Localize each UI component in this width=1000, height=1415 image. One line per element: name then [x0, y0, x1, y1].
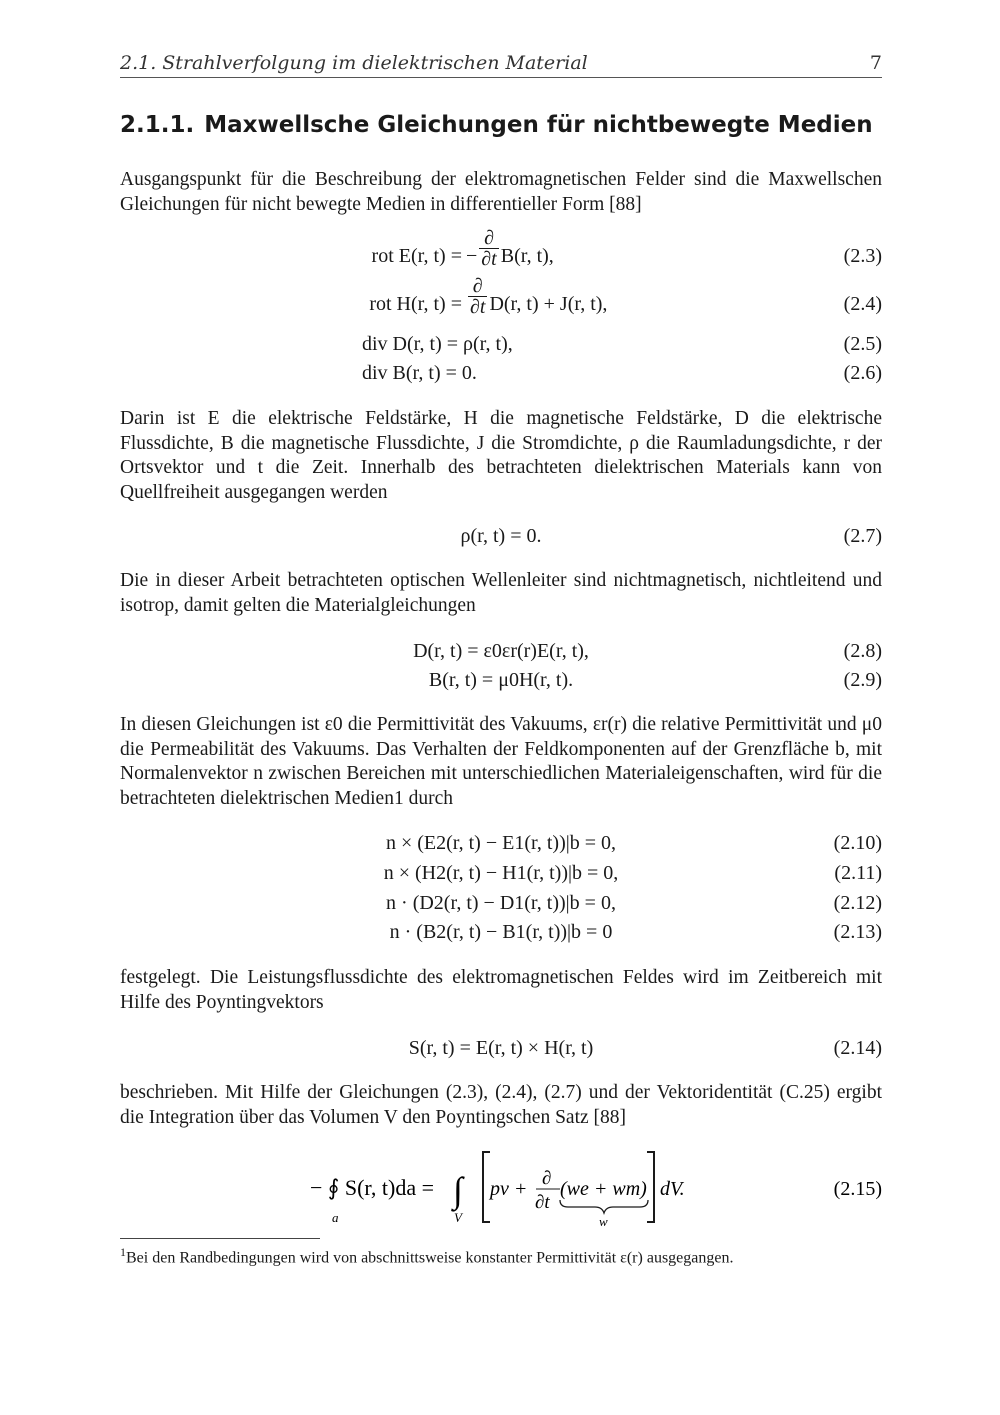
equation-rhs-wrap: $\frac{\partial}{\partial t}$ D(r, t) + J(r, t), — [470, 274, 608, 318]
partial-numerator: ∂ — [542, 1168, 552, 1189]
equation-number: (2.5) — [843, 333, 882, 355]
equation-number: (2.14) — [833, 1037, 882, 1059]
section-number: 2.1.1. — [120, 112, 195, 138]
equation-rhs-wrap: − $\frac{\partial}{\partial t}$ B(r, t), — [466, 226, 554, 270]
volume-element: dV. — [660, 1178, 685, 1200]
left-bracket — [483, 1152, 490, 1222]
underbrace — [560, 1200, 648, 1213]
equation-text: n × (H2(r, t) − H1(r, t))|b = 0, — [383, 862, 619, 884]
underbrace-label: w — [599, 1214, 608, 1229]
equation-2-14 — [120, 1037, 882, 1067]
right-bracket — [647, 1152, 654, 1222]
equation-lhs: − ∮ S(r, t)da = — [310, 1175, 434, 1200]
equation-number: (2.13) — [833, 921, 882, 943]
contour-subscript: a — [332, 1210, 339, 1225]
footnote-rule — [120, 1238, 320, 1239]
equation-number: (2.10) — [833, 832, 882, 854]
equation-number: (2.4) — [843, 293, 882, 315]
equation-2-9 — [120, 669, 882, 699]
equation-text: n × (E2(r, t) − E1(r, t))|b = 0, — [385, 832, 617, 854]
equation-number: (2.7) — [843, 525, 882, 547]
footnote-mark: 1 — [120, 1245, 126, 1259]
equation-rhs: B(r, t), — [500, 245, 554, 267]
equation-text: ρ(r, t) = 0. — [460, 525, 542, 547]
equation-number: (2.3) — [843, 245, 882, 267]
footnote — [120, 1242, 882, 1268]
equation-number: (2.9) — [843, 669, 882, 691]
equation-number: (2.6) — [843, 362, 882, 384]
equation-number: (2.12) — [833, 892, 882, 914]
equation-text: div D(r, t) = ρ(r, t), — [362, 333, 513, 355]
equation-2-13 — [120, 921, 882, 951]
paragraph-integration: beschrieben. Mit Hilfe der Gleichungen (2.3), (2.4), (2.7) und der Vektoridentität (C.25) ergibt die Integration über das Volumen V den Poyntingschen Satz [88] — [120, 1082, 882, 1128]
page-number: 7 — [869, 52, 882, 74]
section-heading — [120, 112, 882, 138]
paragraph-poynting-intro: festgelegt. Die Leistungsflussdichte des elektromagnetischen Feldes wird im Zeitbereich mit Hilfe des Poyntingvektors — [120, 967, 882, 1013]
partial-denominator: ∂t — [535, 1192, 550, 1213]
equation-rhs: D(r, t) + J(r, t), — [489, 293, 608, 315]
energy-density-sum: (we + wm) — [560, 1178, 647, 1200]
poynting-equation-graphic — [120, 1150, 882, 1230]
running-header — [120, 52, 882, 74]
volume-integral-sign: ∫ — [453, 1170, 463, 1210]
equation-lhs: rot H(r, t) = — [369, 293, 462, 315]
equation-2-10 — [120, 832, 882, 862]
equation-2-5 — [120, 333, 882, 363]
equation-2-4 — [120, 274, 882, 323]
equation-text: D(r, t) = ε0εr(r)E(r, t), — [413, 640, 589, 662]
volume-subscript: V — [454, 1210, 462, 1225]
equation-text: n · (D2(r, t) − D1(r, t))|b = 0, — [386, 892, 616, 914]
paragraph-intro: Ausgangspunkt für die Beschreibung der elektromagnetischen Felder sind die Maxwellschen Gleichungen für nicht bewegte Medien in differentieller Form [88] — [120, 169, 882, 215]
equation-2-11 — [120, 862, 882, 892]
equation-2-12 — [120, 892, 882, 922]
equation-text: S(r, t) = E(r, t) × H(r, t) — [408, 1037, 594, 1059]
equation-text: B(r, t) = μ0H(r, t). — [428, 669, 574, 691]
equation-text: n · (B2(r, t) − B1(r, t))|b = 0 — [389, 921, 613, 943]
paragraph-material: Die in dieser Arbeit betrachteten optischen Wellenleiter sind nichtmagnetisch, nichtleitend und isotrop, damit gelten die Materialgleichungen — [120, 570, 882, 616]
equation-number: (2.15) — [833, 1178, 882, 1200]
equation-text: div B(r, t) = 0. — [362, 362, 477, 384]
equation-2-8 — [120, 640, 882, 670]
equation-2-6 — [120, 362, 882, 392]
pv-term: pv + — [490, 1178, 528, 1200]
paragraph-definitions: Darin ist E die elektrische Feldstärke, H die magnetische Feldstärke, D die elektrische Flussdichte, B die magnetische Flussdichte, J die Stromdichte, ρ die Raumladungsdichte, r der Ortsvektor und t die Zeit. Innerhalb des betrachteten dielektrischen Materials kann von Quellfreiheit ausgegangen werden — [120, 408, 882, 503]
header-rule — [120, 77, 882, 78]
running-title: 2.1. Strahlverfolgung im dielektrischen Material — [120, 52, 588, 74]
equation-number: (2.8) — [843, 640, 882, 662]
paragraph-boundary: In diesen Gleichungen ist ε0 die Permittivität des Vakuums, εr(r) die relative Permittivität und μ0 die Permeabilität des Vakuums. Das Verhalten der Feldkomponenten auf der Grenzfläche b, mit Normalenvektor n zwischen Bereichen mit unterschiedlichen Materialeigenschaften, wird für die betrachteten dielektrischen Medien1 durch — [120, 714, 882, 809]
footnote-text: Bei den Randbedingungen wird von abschnittsweise konstanter Permittivität ε(r) ausgegangen. — [126, 1249, 734, 1267]
section-title-text: Maxwellsche Gleichungen für nichtbewegte Medien — [204, 112, 873, 138]
equation-2-15 — [120, 1150, 882, 1230]
equation-2-3 — [120, 226, 882, 275]
equation-2-7 — [120, 525, 882, 555]
equation-number: (2.11) — [834, 862, 882, 884]
equation-lhs: rot E(r, t) = — [371, 245, 462, 267]
